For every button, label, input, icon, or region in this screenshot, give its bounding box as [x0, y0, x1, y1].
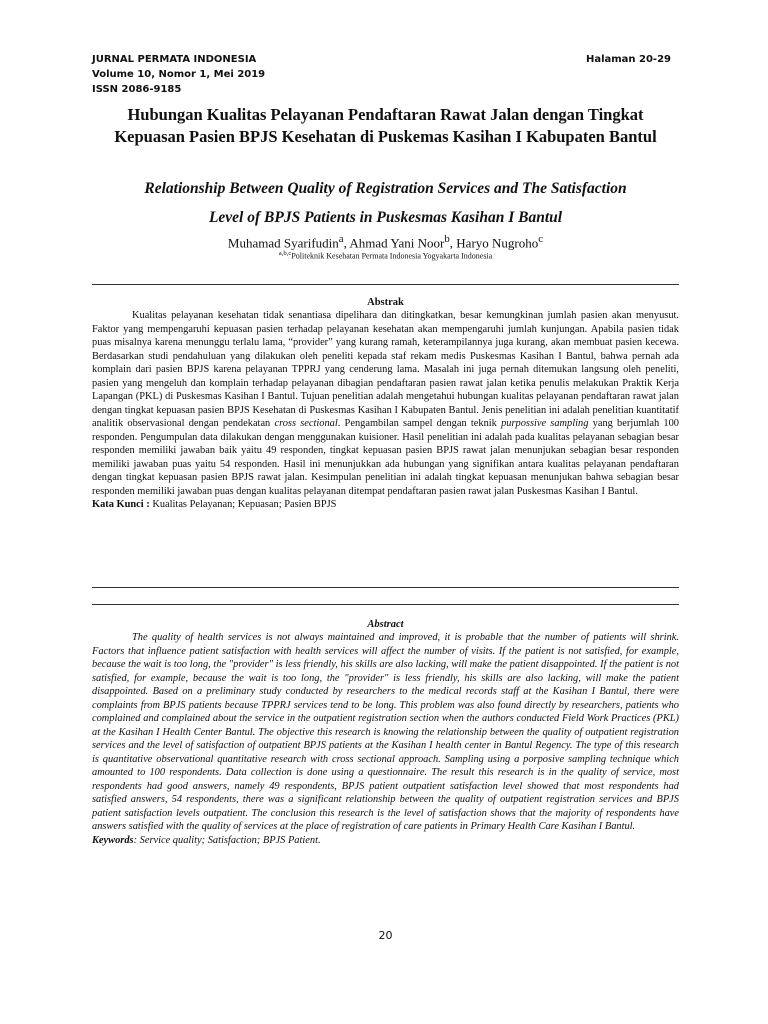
divider-line [92, 587, 679, 588]
author-1-affil-mark: a [338, 233, 344, 245]
author-separator: , [343, 235, 350, 251]
abstract-body [92, 631, 679, 847]
kata-kunci [92, 498, 679, 512]
author-3-affil-mark: c [538, 233, 544, 245]
page-number: 20 [378, 929, 393, 942]
author-separator: , [449, 235, 457, 251]
affiliation [92, 248, 679, 263]
abstract-paragraph: The quality of health services is not always maintained and improved, it is probable that the number of patients will shrink. Factors that influence patient satisfaction with health services will affect the number of visits. If the patient is not satisfied, for example, because the wait is too long, the "provider" is less friendly, his skills are also lacking, will make the patient disappointed. If the patient is not satisfied, for example, because the wait is too long, the "provider" is less friendly, his skills are also lacking, will make the patient disappointed. Based on a preliminary study conducted by researchers to the medical records staff at the Kasihan I Bantul, there were complaints from BPJS patients because TPPRJ services tend to be long. This problem was also found directly by researchers, patients who complained and complained about the service in the outpatient registration section when the authors conducted Field Work Practices (PKL) at the Kasihan I Health Center Bantul. The objective this research is knowing the relationship between the quality of outpatient registration services and the level of satisfaction of outpatient BPJS patients at the Kasihan I health center in Bantul Regency. The type of this research is quantitative observational quantitative research with cross sectional approach. Sampling using a porposive sampling technique which amounted to 100 respondents. Data collection is done using a questionnaire. The result this research is in the quality of service, most respondents had good answers, namely 49 respondents, BPJS patient outpatient satisfaction level showed that most respondents had satisfied answers, 54 respondents, there was a significant relationship between the quality of outpatient registration services and BPJS patient satisfaction levels outpatient. The conclusion this research is the level of satisfaction shows that the majority of respondents have answers satisfied with the quality of services at the place of registration of care patients in Primary Health Care Kasihan I Bantul. [92, 632, 679, 832]
title-english-line-2: Level of BPJS Patients in Puskesmas Kasihan I Bantul [208, 209, 563, 226]
abstrak-term-cross-sectional: cross sectional [274, 418, 338, 429]
keywords [92, 834, 679, 848]
kata-kunci-label: Kata Kunci : [92, 499, 150, 510]
journal-volume: Volume 10, Nomor 1, Mei 2019 [92, 69, 266, 80]
abstrak-term-purposive: purpossive sampling [501, 418, 589, 429]
author-1: Muhamad Syarifudin [227, 235, 339, 251]
kata-kunci-values: Kualitas Pelayanan; Kepuasan; Pasien BPJS [152, 499, 337, 510]
page-range: Halaman 20-29 [585, 54, 671, 65]
title-english-line-1: Relationship Between Quality of Registration Services and The Satisfaction [144, 180, 627, 197]
journal-header [92, 52, 679, 97]
author-3: Haryo Nugroho [456, 235, 539, 251]
abstract-heading: Abstract [367, 619, 404, 630]
journal-issn: ISSN 2086-9185 [92, 84, 182, 95]
abstrak-heading: Abstrak [367, 297, 404, 308]
abstrak-text-part-2: . Pengambilan sampel dengan teknik [337, 418, 497, 429]
affiliation-text: Politeknik Kesehatan Permata Indonesia Yogyakarta Indonesia [291, 251, 493, 261]
divider-line [92, 284, 679, 285]
divider-line [92, 604, 679, 605]
author-2: Ahmad Yani Noor [349, 235, 445, 251]
title-indonesian: Hubungan Kualitas Pelayanan Pendaftaran Rawat Jalan dengan Tingkat Kepuasan Pasien BPJS Kesehatan di Puskemas Kasihan I Kabupaten Bantul [114, 105, 657, 146]
abstrak-text-part-3: yang berjumlah 100 responden. Pengumpulan data dilakukan dengan menggunakan kuisioner. Hasil penelitian ini adalah pada kualitas pelayanan sebagian besar responden memiliki jawaban baik yaitu 49 responden, tingkat kepuasan pasien BPJS rawat jalan menunjukan sebagian besar responden memiliki jawaban puas yaitu 54 responden. Hasil ini menunjukkan ada hubungan yang signifikan antara kualitas pelayanan pendaftaran dengan tingkat kepuasan pasien BPJS rawat jalan. Kesimpulan penelitian ini adalah tingkat kepuasan menunjukan bahwa sebagian besar responden memiliki jawaban puas dengan kualitas pelayanan ditempat pendaftaran pasien rawat jalan Puskesmas Kasihan I Bantul. [92, 418, 679, 497]
affiliation-marks: a,b,c [278, 250, 292, 257]
abstrak-text-part-1: Kualitas pelayanan kesehatan tidak senantiasa dipelihara dan ditingkatkan, besar kemungkinan jumlah pasien akan menyusut. Faktor yang mempengaruhi kepuasan pasien terhadap pelayanan kesehatan akan mempengaruhi jumlah kunjungan. Apabila pasien tidak puas misalnya karena menunggu terlalu lama, “provider” yang kurang ramah, keterampilannya juga kurang, akan membuat pasien kecewa. Berdasarkan studi pendahuluan yang dilakukan oleh peneliti kepada staf rekam medis Puskesmas Kasihan I Bantul, bahwa pernah ada komplain dari pasien BPJS karena pelayanan TPPRJ yang cenderung lama. Masalah ini juga pernah ditemukan langsung oleh peneliti, pasien yang mengeluh dan komplain terhadap pelayanan dibagian pendaftaran pasien rawat jalan ketika penulis melakukan Praktik Kerja Lapangan (PKL) di Puskesmas Kasihan I Bantul. Tujuan penelitian adalah mengetahui hubungan kualitas pelayanan pendaftaran rawat jalan dengan tingkat kepuasan pasien BPJS Kesehatan di Puskesmas Kasihan I Kabupaten Bantul. Jenis penelitian ini adalah penelitian kuantitatif analitik observasional dengan pendekatan [92, 310, 679, 429]
abstrak-paragraph [92, 309, 679, 498]
keywords-label: Keywords [92, 834, 134, 846]
author-2-affil-mark: b [444, 233, 450, 245]
title-english [92, 174, 679, 232]
abstrak-body [92, 309, 679, 512]
journal-name: JURNAL PERMATA INDONESIA [92, 54, 257, 65]
keywords-values: : Service quality; Satisfaction; BPJS Patient. [133, 834, 321, 846]
